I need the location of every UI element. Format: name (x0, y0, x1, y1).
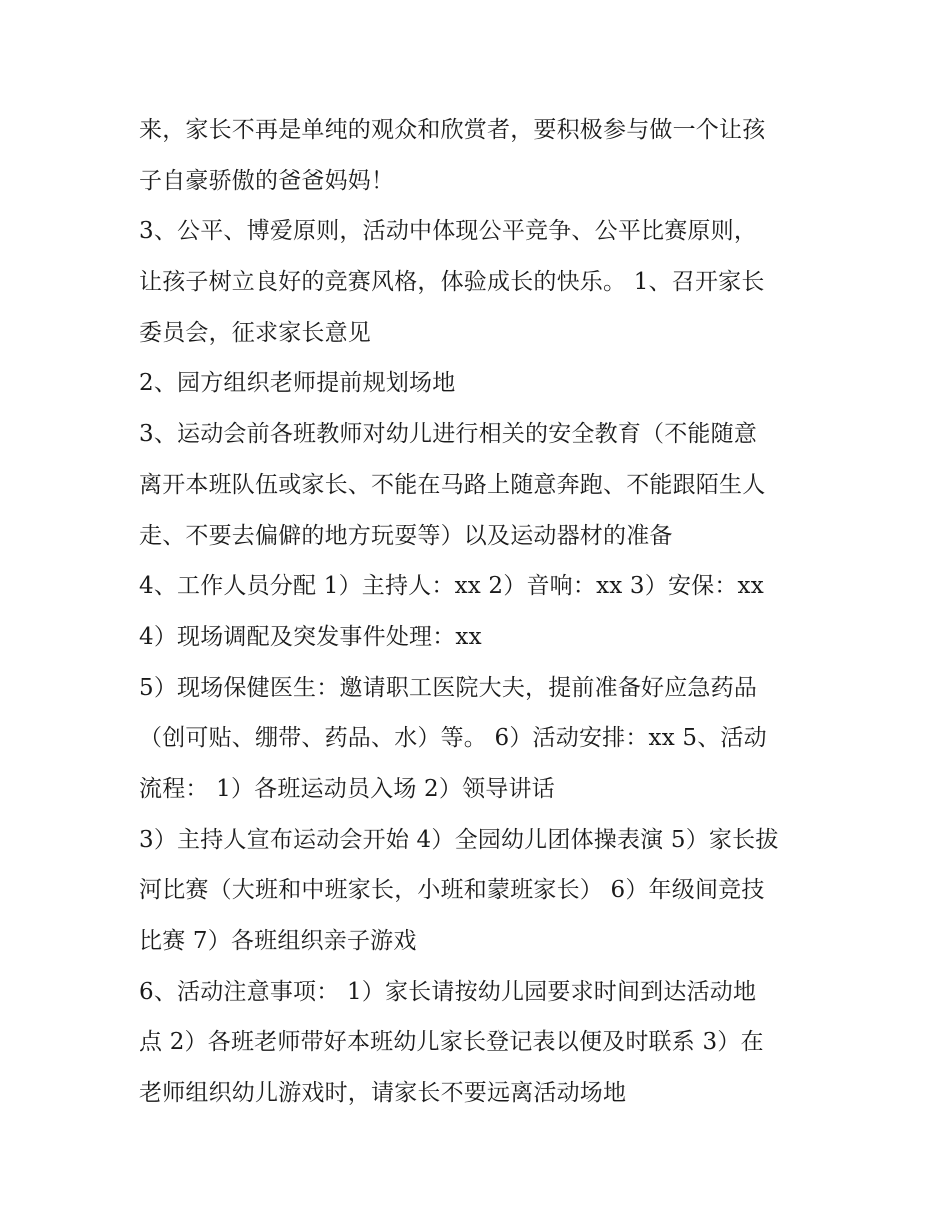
text-line: 让孩子树立良好的竞赛风格，体验成长的快乐。 1、召开家长 (139, 269, 765, 296)
text-line: 5）现场保健医生：邀请职工医院大夫，提前准备好应急药品 (139, 674, 758, 701)
text-line: 流程： 1）各班运动员入场 2）领导讲话 (139, 775, 555, 802)
text-line: 3、公平、博爱原则，活动中体现公平竞争、公平比赛原则， (139, 218, 758, 245)
text-line: 6、活动注意事项： 1）家长请按幼儿园要求时间到达活动地 (139, 978, 757, 1005)
text-line: 河比赛（大班和中班家长，小班和蒙班家长） 6）年级间竞技 (139, 877, 765, 904)
text-line: 3）主持人宣布运动会开始 4）全园幼儿团体操表演 5）家长拔 (139, 826, 779, 853)
text-line: 4）现场调配及突发事件处理：xx (139, 623, 482, 650)
text-line: 来，家长不再是单纯的观众和欣赏者，要积极参与做一个让孩 (139, 117, 766, 143)
text-line: 点 2）各班老师带好本班幼儿家长登记表以便及时联系 3）在 (139, 1029, 764, 1056)
text-line: 离开本班队伍或家长、不能在马路上随意奔跑、不能跟陌生人 (139, 471, 766, 498)
text-line: 走、不要去偏僻的地方玩耍等）以及运动器材的准备 (139, 522, 673, 549)
text-line: 委员会，征求家长意见 (139, 319, 371, 346)
text-line: 3、运动会前各班教师对幼儿进行相关的安全教育（不能随意 (139, 421, 758, 448)
text-line: 比赛 7）各班组织亲子游戏 (139, 928, 417, 954)
text-line: （创可贴、绷带、药品、水）等。 6）活动安排：xx 5、活动 (139, 725, 767, 752)
text-line: 4、工作人员分配 1）主持人：xx 2）音响：xx 3）安保：xx (139, 573, 764, 600)
document-body (139, 105, 829, 1119)
text-line: 子自豪骄傲的爸爸妈妈！ (139, 167, 395, 194)
text-line: 老师组织幼儿游戏时，请家长不要远离活动场地 (139, 1080, 627, 1107)
text-line: 2、园方组织老师提前规划场地 (139, 370, 456, 397)
